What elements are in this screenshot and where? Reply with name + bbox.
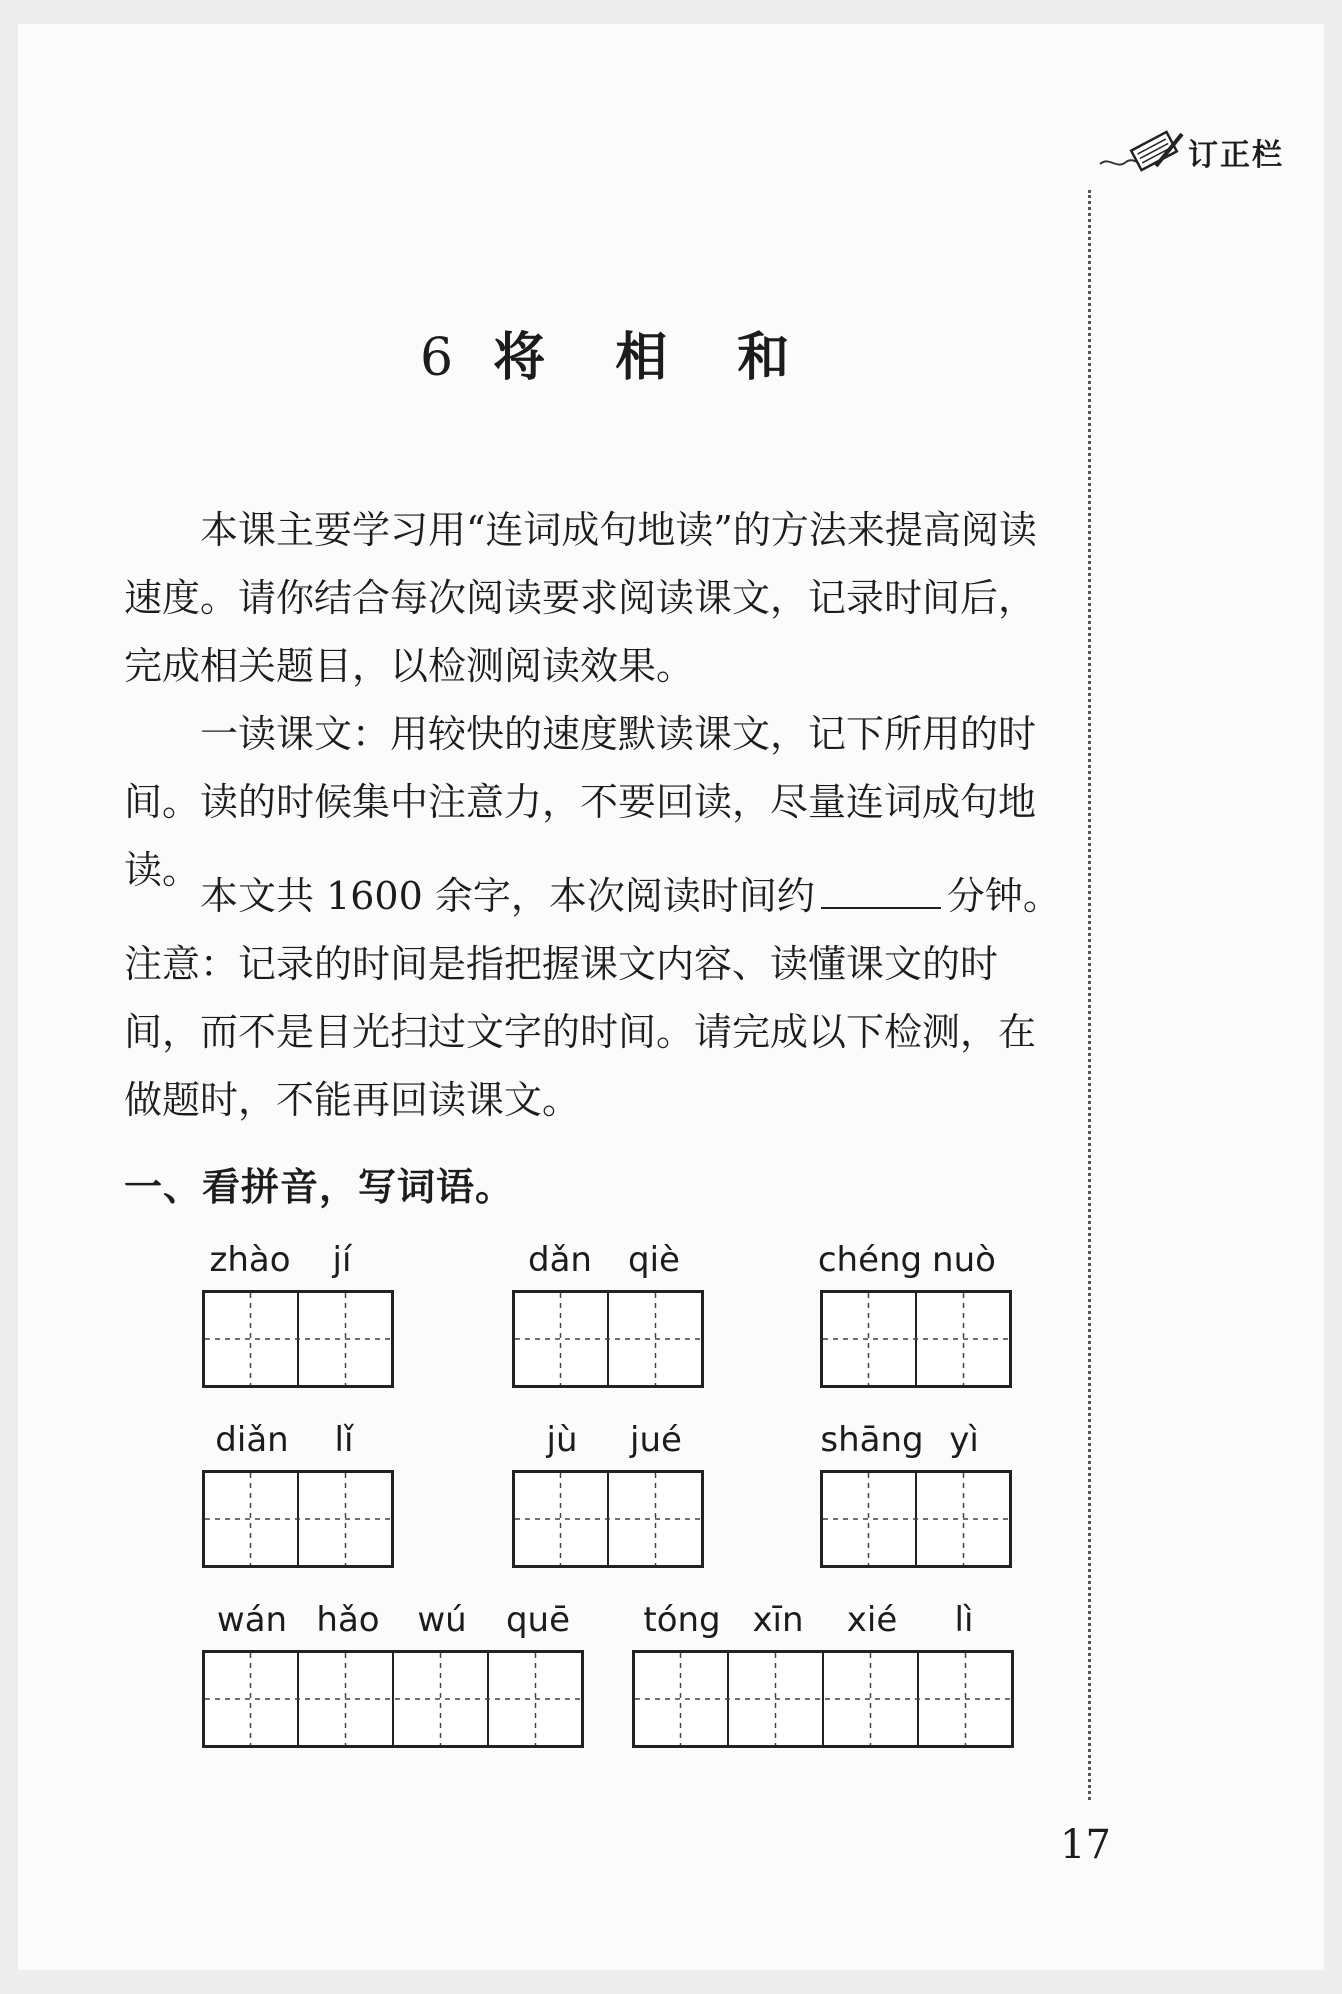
writing-grid[interactable] [202,1650,584,1748]
word-item [817,1240,1010,1290]
margin-dotted-line [1088,190,1091,1800]
pinyin-syllable: jù [546,1420,578,1460]
pinyin-syllable: quē [505,1600,571,1640]
pinyin-syllable: nuò [932,1240,996,1280]
pinyin-syllable: tóng [643,1600,721,1640]
writing-grid[interactable] [820,1290,1012,1388]
correction-column-header [1098,120,1328,180]
section-heading: 一、看拼音，写词语。 [124,1165,515,1209]
word-item [202,1600,584,1650]
word-item [202,1240,392,1290]
pencil-notebook-icon [1098,120,1188,180]
writing-grid[interactable] [202,1470,394,1568]
pinyin-syllable: yì [949,1420,979,1460]
writing-grid[interactable] [512,1470,704,1568]
pinyin-syllable: hǎo [316,1600,380,1640]
intro-paragraph: 本课主要学习用“连词成句地读”的方法来提高阅读速度。请你结合每次阅读要求阅读课文，记录时间后，完成相关题目，以检测阅读效果。 [124,508,1037,688]
pinyin-syllable: qiè [628,1240,680,1280]
pinyin-syllable: wán [216,1600,288,1640]
pinyin-syllable: jí [332,1240,352,1280]
reading-time-paragraph [124,862,1064,1134]
reading-time-text-before: 本文共 1600 余字，本次阅读时间约 [200,874,815,918]
writing-grid[interactable] [512,1290,704,1388]
pinyin-syllable: jué [630,1420,682,1460]
pinyin-syllable: shāng [820,1420,924,1460]
lesson-name: 将 相 和 [493,327,816,388]
word-item [632,1600,1014,1650]
reading-time-text-after: 分钟。注意：记录的时间是指把握课文内容、读懂课文的时间，而不是目光扫过文字的时间。请完成以下检测，在做题时，不能再回读课文。 [124,874,1061,1122]
pinyin-syllable: xié [846,1600,898,1640]
lesson-title [420,315,840,390]
pinyin-syllable: zhào [209,1240,291,1280]
pinyin-syllable: xīn [752,1600,804,1640]
writing-grid[interactable] [820,1470,1012,1568]
pinyin-syllable: wú [417,1600,467,1640]
word-item [512,1240,702,1290]
word-item [820,1420,1010,1470]
first-reading-instruction: 一读课文：用较快的速度默读课文，记下所用的时间。读的时候集中注意力，不要回读，尽量连词成句地读。 [124,712,1037,892]
reading-time-blank[interactable] [821,867,941,909]
writing-grid[interactable] [202,1290,394,1388]
writing-grid[interactable] [632,1650,1014,1748]
pinyin-syllable: lì [954,1600,974,1640]
pinyin-syllable: diǎn [215,1420,289,1460]
pinyin-syllable: lǐ [334,1420,354,1460]
correction-column-label: 订正栏 [1188,138,1284,173]
lesson-number: 6 [420,328,468,388]
pinyin-syllable: dǎn [528,1240,592,1280]
word-item [512,1420,702,1470]
pinyin-syllable: chéng [817,1240,923,1280]
word-item [202,1420,392,1470]
page-number: 17 [1060,1822,1111,1868]
